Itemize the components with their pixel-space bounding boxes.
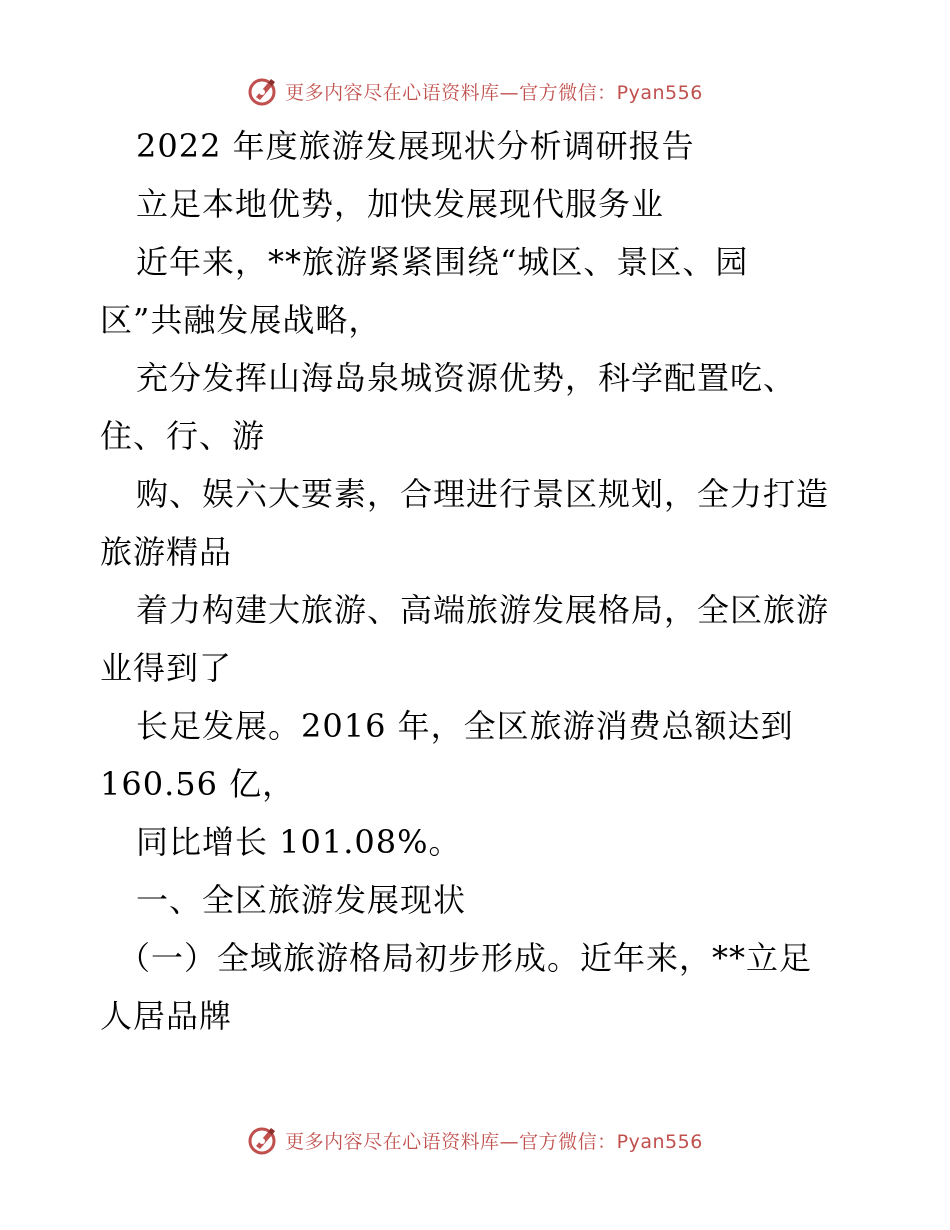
paragraph-line: 充分发挥山海岛泉城资源优势，科学配置吃、 bbox=[136, 359, 797, 397]
paragraph-line: 同比增长 101.08%。 bbox=[136, 823, 462, 861]
paragraph-line: 住、行、游 bbox=[100, 417, 266, 455]
watermark-text: 更多内容尽在心语资料库—官方微信：Pyan556 bbox=[285, 1130, 703, 1153]
document-subtitle: 立足本地优势，加快发展现代服务业 bbox=[136, 185, 665, 223]
paragraph-line: 长足发展。2016 年，全区旅游消费总额达到 bbox=[136, 707, 794, 745]
paragraph-line: 区”共融发展战略， bbox=[100, 301, 382, 339]
paragraph-line: 旅游精品 bbox=[100, 533, 233, 571]
footer-watermark bbox=[0, 1120, 950, 1160]
section-heading: 一、全区旅游发展现状 bbox=[136, 881, 467, 919]
paragraph-line: （一）全域旅游格局初步形成。近年来，**立足 bbox=[118, 939, 813, 977]
pen-logo-icon bbox=[247, 1124, 279, 1156]
pen-logo-icon bbox=[247, 75, 279, 107]
paragraph-line: 着力构建大旅游、高端旅游发展格局，全区旅游 bbox=[136, 591, 830, 629]
document-title: 2022 年度旅游发展现状分析调研报告 bbox=[136, 127, 695, 165]
paragraph-line: 160.56 亿， bbox=[100, 765, 296, 803]
paragraph-line: 人居品牌 bbox=[100, 997, 233, 1035]
paragraph-line: 近年来，**旅游紧紧围绕“城区、景区、园 bbox=[136, 243, 749, 281]
header-watermark bbox=[0, 71, 950, 111]
watermark-text: 更多内容尽在心语资料库—官方微信：Pyan556 bbox=[285, 81, 703, 104]
paragraph-line: 业得到了 bbox=[100, 649, 233, 687]
paragraph-line: 购、娱六大要素，合理进行景区规划，全力打造 bbox=[136, 475, 830, 513]
